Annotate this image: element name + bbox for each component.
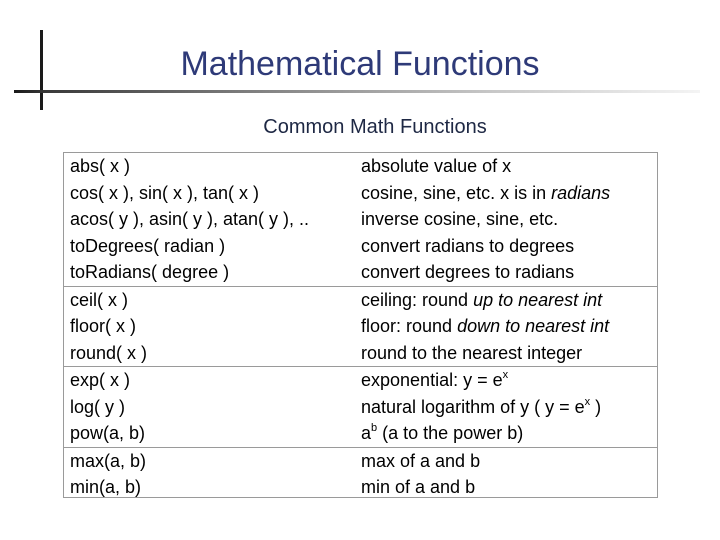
- table-caption: Common Math Functions: [263, 116, 487, 138]
- table-group: [64, 448, 657, 501]
- function-signature: pow(a, b): [70, 423, 146, 443]
- table-row: [64, 153, 657, 180]
- description-text: inverse cosine, sine, etc.: [361, 209, 559, 229]
- function-description: [361, 206, 558, 232]
- function-signature: floor( x ): [70, 316, 137, 336]
- function-description: [361, 313, 609, 339]
- function-description: [361, 394, 601, 420]
- table-row: [64, 420, 657, 447]
- description-text: floor: round: [361, 316, 458, 336]
- table-row: [64, 474, 657, 501]
- table-row: [64, 313, 657, 340]
- description-text: convert radians to degrees: [361, 235, 575, 256]
- function-signature: exp( x ): [70, 370, 131, 390]
- table-row: [64, 448, 657, 475]
- function-signature: cos( x ), sin( x ), tan( x ): [70, 182, 260, 203]
- description-text: natural logarithm of y ( y = e: [361, 396, 585, 417]
- function-description: [361, 448, 480, 474]
- function-signature: max(a, b): [70, 450, 147, 471]
- superscript-text: x: [584, 395, 591, 408]
- description-text: ceiling: round: [361, 289, 474, 310]
- function-description: [361, 180, 610, 206]
- decorative-horizontal-line: [14, 90, 700, 93]
- italic-text: radians: [551, 182, 611, 203]
- description-text: ): [590, 396, 602, 417]
- function-signature: toRadians( degree ): [70, 262, 230, 282]
- description-text: round to the nearest integer: [361, 342, 583, 363]
- description-text: cosine, sine, etc. x is in: [361, 182, 552, 203]
- italic-text: down to nearest int: [457, 316, 610, 336]
- table-group: [64, 287, 657, 368]
- table-group: [64, 153, 657, 287]
- function-description: [361, 340, 582, 366]
- function-description: [361, 420, 523, 446]
- slide-title: Mathematical Functions: [180, 45, 540, 83]
- table-row: [64, 394, 657, 421]
- description-text: max of a and b: [361, 450, 481, 471]
- superscript-text: x: [502, 369, 509, 381]
- table-row: [64, 259, 657, 286]
- description-text: min of a and b: [361, 477, 476, 497]
- function-signature: ceil( x ): [70, 289, 128, 310]
- table-row: [64, 367, 657, 394]
- function-signature: abs( x ): [70, 156, 131, 176]
- function-signature: toDegrees( radian ): [70, 235, 226, 256]
- function-signature: log( y ): [70, 396, 126, 417]
- function-signature: acos( y ), asin( y ), atan( y ), ..: [70, 209, 310, 229]
- description-text: absolute value of x: [361, 156, 512, 176]
- italic-text: up to nearest int: [473, 289, 603, 310]
- table-row: [64, 180, 657, 207]
- table-row: [64, 287, 657, 314]
- table-row: [64, 206, 657, 233]
- function-description: [361, 287, 602, 313]
- table-row: [64, 233, 657, 260]
- math-function-table: [63, 152, 658, 498]
- table-row: [64, 340, 657, 367]
- function-description: [361, 153, 511, 179]
- function-description: [361, 233, 574, 259]
- function-description: [361, 367, 508, 393]
- function-description: [361, 259, 574, 285]
- table-group: [64, 367, 657, 448]
- function-signature: min(a, b): [70, 477, 142, 497]
- description-text: exponential: y = e: [361, 370, 503, 390]
- function-description: [361, 474, 475, 500]
- description-text: convert degrees to radians: [361, 262, 575, 282]
- description-text: (a to the power b): [377, 423, 524, 443]
- superscript-text: b: [371, 422, 378, 434]
- function-signature: round( x ): [70, 342, 148, 363]
- description-text: a: [361, 423, 372, 443]
